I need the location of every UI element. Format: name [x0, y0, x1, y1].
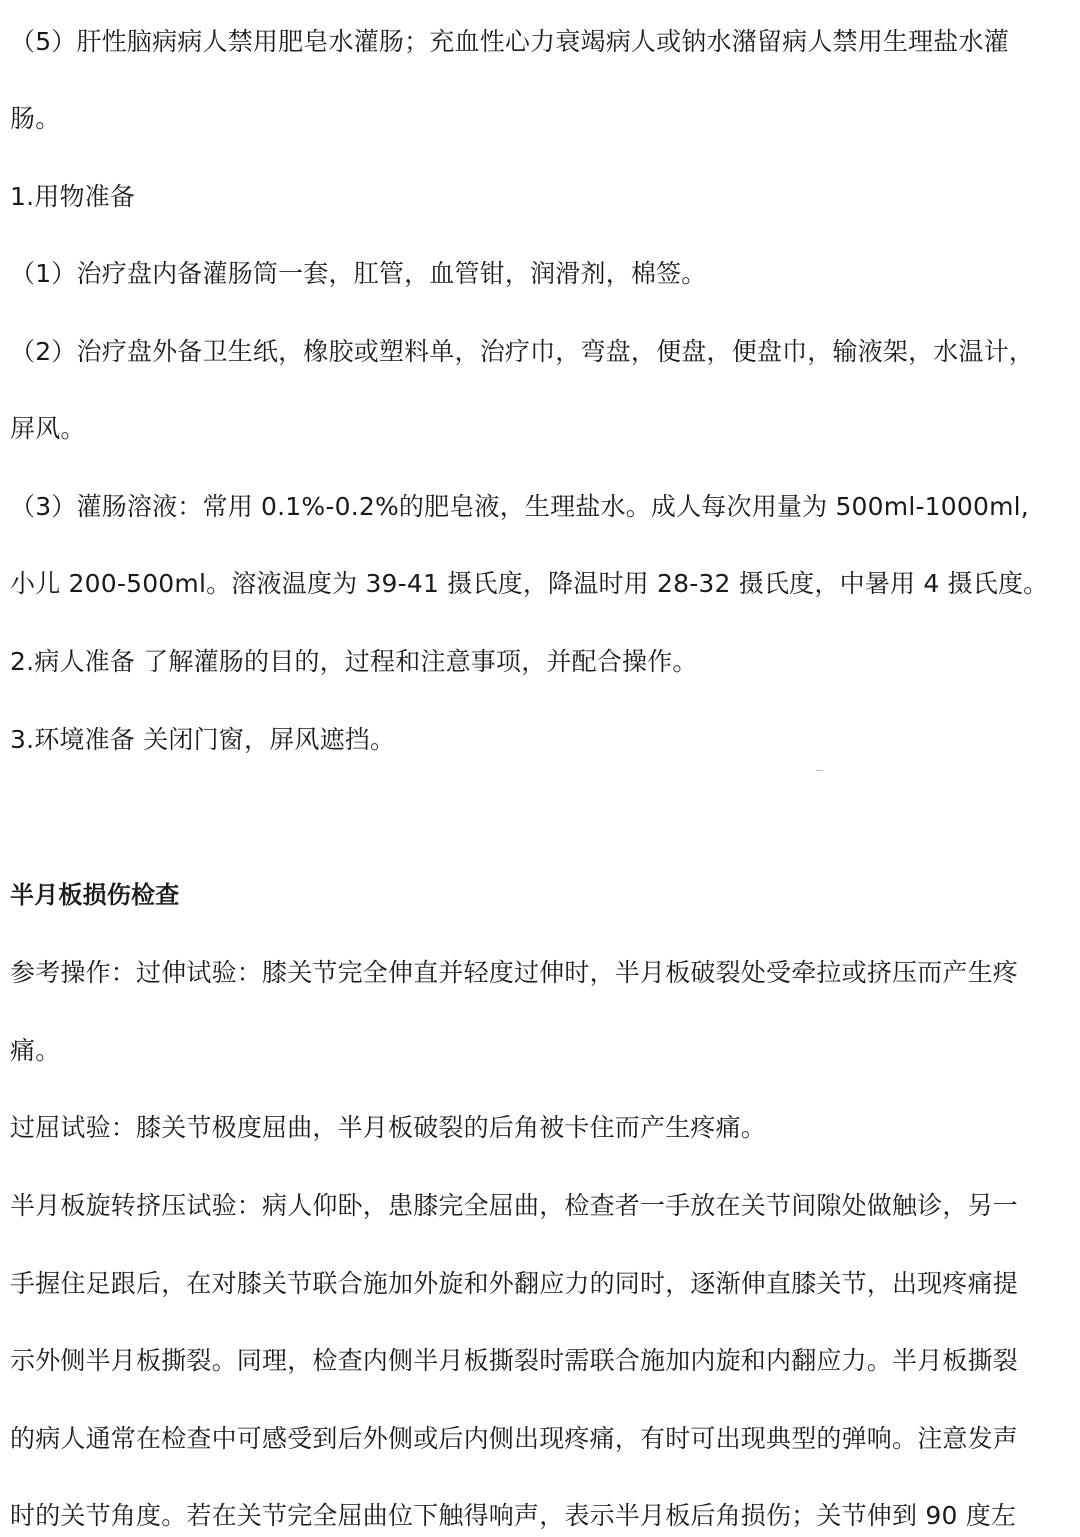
material-item-1: （1）治疗盘内备灌肠筒一套，肛管，血管钳，润滑剂，棉签。	[10, 259, 707, 288]
hyperextension-test-line1: 参考操作：过伸试验：膝关节完全伸直并轻度过伸时，半月板破裂处受牵拉或挤压而产生疼	[10, 958, 1019, 987]
paragraph-item5-line2: 肠。	[10, 104, 61, 133]
material-item-3-line1: （3）灌肠溶液：常用 0.1%-0.2%的肥皂液，生理盐水。成人每次用量为 500ml-1000ml,	[10, 492, 1029, 521]
patient-preparation: 2.病人准备 了解灌肠的目的，过程和注意事项，并配合操作。	[10, 647, 698, 676]
hyperextension-test-line2: 痛。	[10, 1036, 61, 1065]
material-item-2-line1: （2）治疗盘外备卫生纸，橡胶或塑料单，治疗巾，弯盘，便盘，便盘巾，输液架，水温计，	[10, 337, 1035, 366]
rotation-test-line3: 示外侧半月板撕裂。同理，检查内侧半月板撕裂时需联合施加内旋和内翻应力。半月板撕裂	[10, 1346, 1019, 1375]
rotation-test-line2: 手握住足跟后，在对膝关节联合施加外旋和外翻应力的同时，逐渐伸直膝关节，出现疼痛提	[10, 1269, 1019, 1298]
rotation-test-line4: 的病人通常在检查中可感受到后外侧或后内侧出现疼痛，有时可出现典型的弹响。注意发声	[10, 1424, 1019, 1453]
material-item-3-line2: 小儿 200-500ml。溶液温度为 39-41 摄氏度，降温时用 28-32 摄氏度，中暑用 4 摄氏度。	[10, 569, 1049, 598]
environment-preparation: 3.环境准备 关闭门窗，屏风遮挡。	[10, 725, 396, 754]
scan-speck	[816, 770, 823, 771]
section-heading-meniscus: 半月板损伤检查	[10, 881, 180, 909]
rotation-test-line5: 时的关节角度。若在关节完全屈曲位下触得响声，表示半月板后角损伤；关节伸到 90 度左	[10, 1501, 1017, 1530]
hyperflexion-test: 过屈试验：膝关节极度屈曲，半月板破裂的后角被卡住而产生疼痛。	[10, 1113, 767, 1142]
rotation-test-line1: 半月板旋转挤压试验：病人仰卧，患膝完全屈曲，检查者一手放在关节间隙处做触诊，另一	[10, 1191, 1019, 1220]
materials-title: 1.用物准备	[10, 182, 136, 211]
paragraph-item5-line1: （5）肝性脑病病人禁用肥皂水灌肠；充血性心力衰竭病人或钠水潴留病人禁用生理盐水灌	[10, 27, 1009, 56]
material-item-2-line2: 屏风。	[10, 414, 86, 443]
